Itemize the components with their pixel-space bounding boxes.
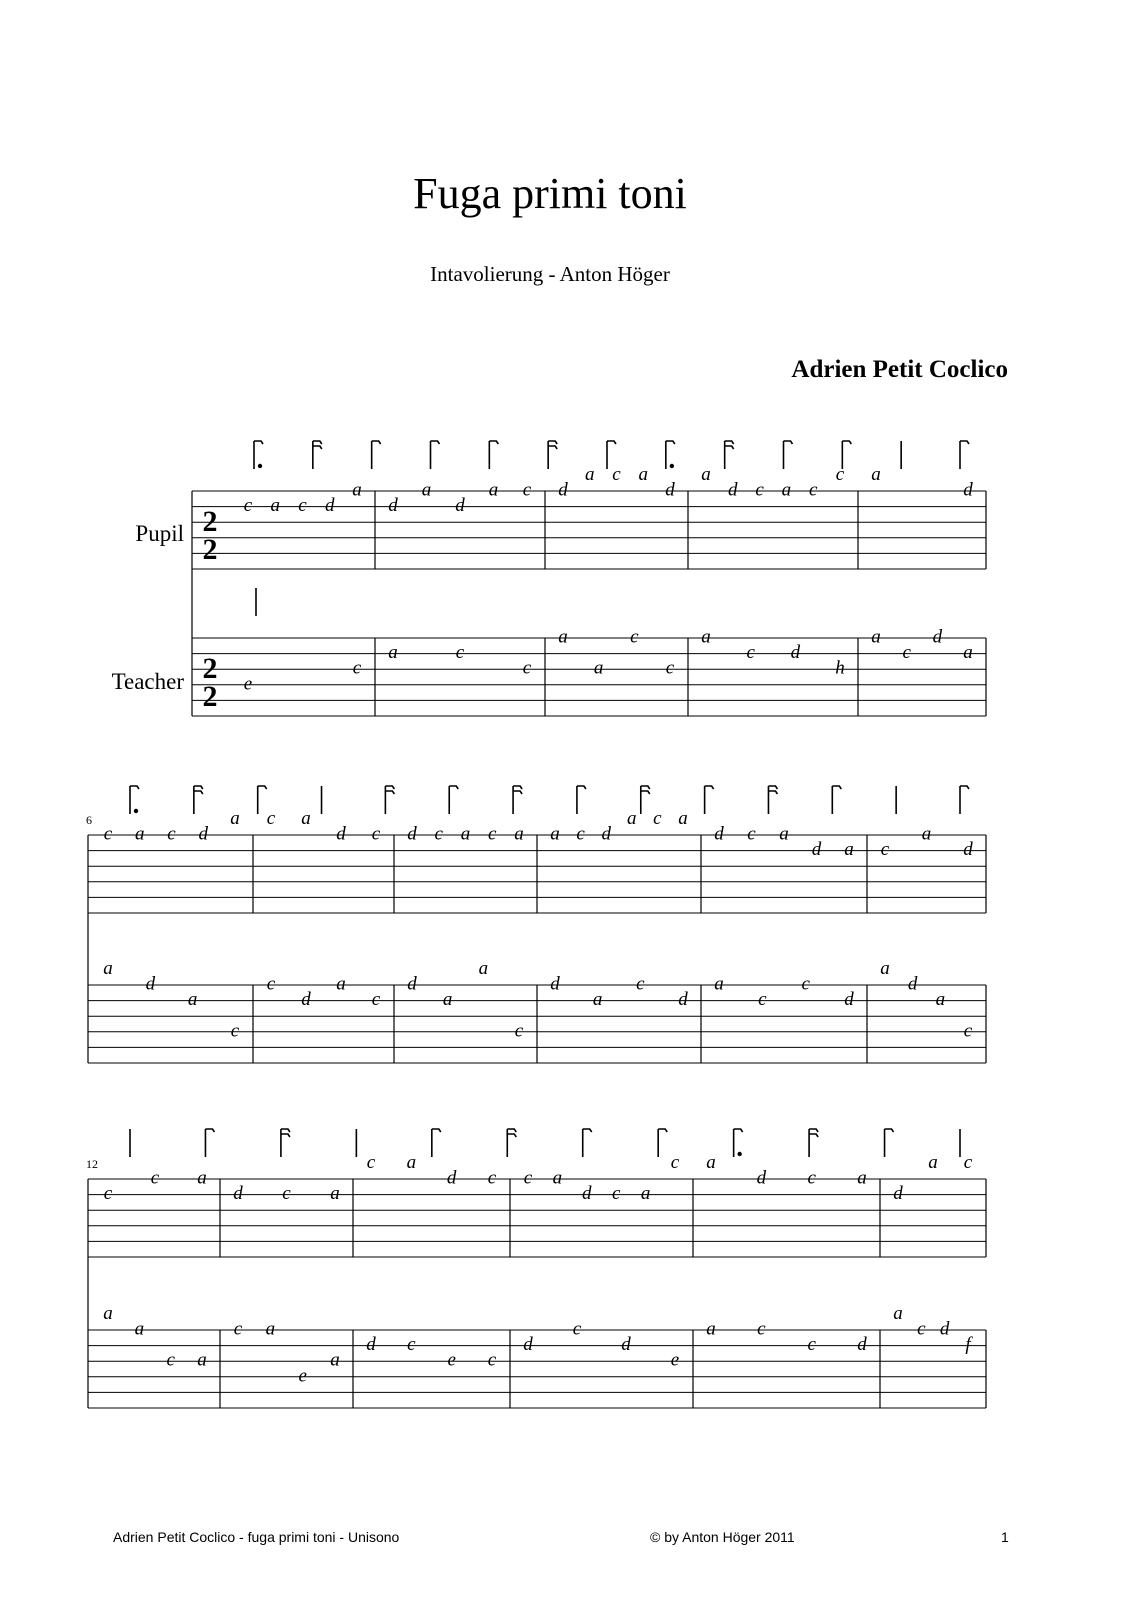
pupil-tab-letter: a bbox=[871, 463, 881, 485]
teacher-tab-letter: d bbox=[907, 973, 918, 995]
rhythm-flag bbox=[258, 786, 267, 814]
rhythm-flag bbox=[130, 786, 139, 814]
footer-left-text: Adrien Petit Coclico - fuga primi toni - Unisono bbox=[113, 1529, 400, 1545]
rhythm-flag bbox=[809, 1129, 818, 1157]
pupil-tab-letter: d bbox=[601, 823, 611, 845]
teacher-tab-letter: c bbox=[746, 642, 755, 664]
pupil-tab-letter: c bbox=[103, 823, 113, 845]
pupil-tab-letter: a bbox=[301, 807, 311, 829]
rhythm-flag bbox=[658, 1129, 667, 1157]
composer-name: Adrien Petit Coclico bbox=[791, 356, 1008, 383]
teacher-tab-letter: a bbox=[963, 642, 973, 664]
rhythm-flag bbox=[254, 441, 263, 469]
pupil-tab-letter: c bbox=[522, 479, 532, 501]
teacher-tab-letter: c bbox=[522, 657, 532, 679]
pupil-tab-letter: d bbox=[407, 823, 417, 845]
pupil-tab-letter: a bbox=[352, 479, 362, 501]
teacher-tab-letter: f bbox=[965, 1334, 971, 1356]
teacher-tab-letter: e bbox=[670, 1349, 680, 1371]
rhythm-flag bbox=[194, 786, 203, 814]
pupil-tab-letter: c bbox=[880, 839, 890, 861]
pupil-tab-letter: d bbox=[325, 495, 335, 517]
pupil-tab-letter: c bbox=[653, 807, 662, 829]
teacher-tab-letter: c bbox=[963, 1020, 973, 1042]
pupil-tab-letter: d bbox=[388, 495, 398, 517]
teacher-tab-letter: a bbox=[714, 973, 724, 995]
teacher-tab-letter: c bbox=[758, 989, 767, 1011]
pupil-tab-letter: d bbox=[893, 1183, 903, 1205]
rhythm-flag bbox=[507, 1129, 516, 1157]
pupil-tab-letter: a bbox=[781, 479, 792, 501]
teacher-tab-letter: d bbox=[366, 1334, 376, 1356]
pupil-tab-letter: c bbox=[371, 823, 381, 845]
teacher-tab-letter: c bbox=[630, 626, 639, 648]
pupil-tab-letter: a bbox=[135, 823, 145, 845]
teacher-tab-letter: c bbox=[757, 1318, 766, 1340]
pupil-tab-letter: c bbox=[434, 823, 443, 845]
pupil-tab-letter: c bbox=[488, 823, 497, 845]
teacher-tab-letter: d bbox=[857, 1334, 867, 1356]
rhythm-flag bbox=[705, 786, 714, 814]
teacher-tab-letter: c bbox=[487, 1349, 497, 1371]
teacher-tab-letter: a bbox=[187, 989, 198, 1011]
pupil-tab-letter: d bbox=[963, 839, 973, 861]
pupil-tab-letter: a bbox=[488, 479, 499, 501]
pupil-tab-letter: c bbox=[366, 1151, 376, 1173]
pupil-tab-letter: a bbox=[706, 1151, 716, 1173]
teacher-tab-letter: e bbox=[447, 1349, 456, 1371]
pupil-tab-letter: c bbox=[670, 1151, 680, 1173]
pupil-tab-letter: a bbox=[701, 463, 711, 485]
rhythm-flag bbox=[548, 441, 557, 469]
pupil-tab-letter: a bbox=[779, 823, 789, 845]
teacher-tab-letter: c bbox=[230, 1020, 240, 1042]
teacher-tab-letter: d bbox=[844, 989, 854, 1011]
pupil-tab-letter: c bbox=[282, 1183, 291, 1205]
rhythm-flag bbox=[832, 786, 841, 814]
pupil-tab-letter: c bbox=[523, 1167, 533, 1189]
pupil-tab-letter: a bbox=[197, 1167, 207, 1189]
pupil-tab-letter: c bbox=[266, 807, 276, 829]
pupil-tab-letter: c bbox=[103, 1183, 113, 1205]
teacher-tab-letter: a bbox=[706, 1318, 716, 1340]
teacher-tab-letter: c bbox=[514, 1020, 524, 1042]
rhythm-flag bbox=[449, 786, 458, 814]
teacher-tab-letter: a bbox=[330, 1349, 340, 1371]
pupil-tab-letter: d bbox=[198, 823, 208, 845]
teacher-tab-letter: d bbox=[932, 626, 943, 648]
teacher-tab-letter: a bbox=[197, 1349, 207, 1371]
teacher-tab-letter: d bbox=[939, 1318, 950, 1340]
pupil-tab-letter: a bbox=[678, 807, 688, 829]
teacher-tab-letter: c bbox=[407, 1334, 416, 1356]
teacher-tab-letter: e bbox=[243, 673, 253, 695]
teacher-tab-letter: d bbox=[621, 1334, 631, 1356]
teacher-tab-letter: a bbox=[103, 1302, 113, 1324]
pupil-tab-letter: a bbox=[552, 1167, 563, 1189]
teacher-tab-letter: a bbox=[134, 1318, 145, 1340]
pupil-tab-letter: c bbox=[807, 1167, 816, 1189]
teacher-tab-letter: d bbox=[145, 973, 156, 995]
pupil-tab-letter: a bbox=[585, 463, 595, 485]
page-title: Fuga primi toni bbox=[413, 169, 687, 218]
teacher-tab-letter: h bbox=[835, 657, 845, 679]
measure-number: 12 bbox=[86, 1157, 98, 1171]
pupil-tab-letter: d bbox=[455, 495, 465, 517]
teacher-tab-letter: d bbox=[301, 989, 311, 1011]
teacher-tab-letter: a bbox=[265, 1318, 276, 1340]
rhythm-flag bbox=[281, 1129, 290, 1157]
rhythm-flag bbox=[432, 1129, 441, 1157]
pupil-tab-letter: d bbox=[582, 1183, 592, 1205]
pupil-tab-letter: a bbox=[627, 807, 637, 829]
pupil-tab-letter: c bbox=[808, 479, 818, 501]
teacher-tab-letter: c bbox=[801, 973, 810, 995]
rhythm-flag bbox=[734, 1129, 743, 1157]
teacher-tab-letter: c bbox=[352, 657, 362, 679]
rhythm-flag bbox=[583, 1129, 592, 1157]
rhythm-flag bbox=[313, 441, 322, 469]
teacher-tab-letter: e bbox=[298, 1365, 307, 1387]
rhythm-flag bbox=[641, 786, 650, 814]
pupil-tab-letter: d bbox=[558, 479, 568, 501]
rhythm-flag bbox=[205, 1129, 214, 1157]
teacher-tab-letter: d bbox=[790, 642, 801, 664]
rhythm-flag bbox=[666, 441, 675, 469]
pupil-tab-letter: c bbox=[963, 1151, 973, 1173]
pupil-tab-letter: a bbox=[460, 823, 471, 845]
pupil-tab-letter: c bbox=[487, 1167, 497, 1189]
teacher-tab-letter: c bbox=[266, 973, 276, 995]
pupil-tab-letter: d bbox=[233, 1183, 243, 1205]
pupil-tab-letter: a bbox=[640, 1183, 651, 1205]
rhythm-flag bbox=[725, 441, 734, 469]
teacher-tab-letter: a bbox=[935, 989, 946, 1011]
pupil-tab-letter: c bbox=[576, 823, 585, 845]
teacher-tab-letter: c bbox=[807, 1334, 816, 1356]
pupil-tab-letter: a bbox=[857, 1167, 867, 1189]
pupil-tab-letter: d bbox=[714, 823, 724, 845]
pupil-tab-letter: c bbox=[755, 479, 764, 501]
pupil-tab-letter: a bbox=[230, 807, 240, 829]
measure-number: 6 bbox=[86, 813, 92, 827]
rhythm-flag bbox=[784, 441, 793, 469]
pupil-tab-letter: d bbox=[665, 479, 675, 501]
staff-label-teacher: Teacher bbox=[111, 669, 184, 694]
time-signature-denominator: 2 bbox=[202, 680, 218, 713]
rhythm-flag bbox=[960, 786, 969, 814]
teacher-tab-letter: a bbox=[592, 989, 603, 1011]
pupil-tab-letter: c bbox=[835, 463, 845, 485]
time-signature-denominator: 2 bbox=[202, 533, 218, 566]
teacher-tab-letter: d bbox=[407, 973, 417, 995]
teacher-tab-letter: a bbox=[442, 989, 453, 1011]
teacher-tab-letter: a bbox=[893, 1302, 903, 1324]
teacher-tab-letter: c bbox=[917, 1318, 926, 1340]
pupil-tab-letter: c bbox=[150, 1167, 160, 1189]
teacher-tab-letter: a bbox=[880, 957, 890, 979]
pupil-tab-letter: c bbox=[611, 1183, 621, 1205]
teacher-tab-letter: c bbox=[371, 989, 381, 1011]
footer-copyright: © by Anton Höger 2011 bbox=[650, 1529, 795, 1545]
pupil-tab-letter: a bbox=[514, 823, 524, 845]
pupil-tab-letter: d bbox=[963, 479, 973, 501]
rhythm-flag bbox=[960, 441, 969, 469]
rhythm-flag bbox=[489, 441, 498, 469]
pupil-tab-letter: a bbox=[921, 823, 932, 845]
pupil-tab-letter: a bbox=[406, 1151, 417, 1173]
pupil-tab-letter: d bbox=[728, 479, 738, 501]
pupil-tab-letter: a bbox=[421, 479, 432, 501]
rhythm-flag bbox=[577, 786, 586, 814]
teacher-tab-letter: a bbox=[593, 657, 604, 679]
rhythm-flag bbox=[768, 786, 777, 814]
teacher-tab-letter: a bbox=[478, 957, 489, 979]
rhythm-flag bbox=[885, 1129, 894, 1157]
teacher-tab-letter: c bbox=[572, 1318, 582, 1340]
pupil-tab-letter: c bbox=[747, 823, 756, 845]
teacher-tab-letter: a bbox=[558, 626, 568, 648]
time-signature-numerator: 2 bbox=[202, 505, 218, 538]
pupil-tab-letter: c bbox=[167, 823, 176, 845]
pupil-tab-letter: d bbox=[756, 1167, 767, 1189]
rhythm-flag bbox=[513, 786, 522, 814]
teacher-tab-letter: c bbox=[665, 657, 675, 679]
pupil-tab-letter: a bbox=[550, 823, 560, 845]
rhythm-flag bbox=[431, 441, 440, 469]
pupil-tab-letter: a bbox=[928, 1151, 938, 1173]
teacher-tab-letter: a bbox=[871, 626, 881, 648]
pupil-tab-letter: c bbox=[243, 495, 253, 517]
teacher-tab-letter: a bbox=[388, 642, 398, 664]
footer-page-number: 1 bbox=[1001, 1529, 1009, 1545]
teacher-tab-letter: d bbox=[523, 1334, 533, 1356]
teacher-tab-letter: d bbox=[550, 973, 560, 995]
teacher-tab-letter: c bbox=[166, 1349, 175, 1371]
pupil-tab-letter: d bbox=[811, 839, 822, 861]
time-signature-numerator: 2 bbox=[202, 652, 218, 685]
teacher-tab-letter: c bbox=[902, 642, 911, 664]
teacher-tab-letter: c bbox=[455, 642, 465, 664]
pupil-tab-letter: a bbox=[330, 1183, 340, 1205]
pupil-tab-letter: d bbox=[336, 823, 346, 845]
teacher-tab-letter: c bbox=[233, 1318, 243, 1340]
pupil-tab-letter: c bbox=[298, 495, 307, 517]
pupil-tab-letter: a bbox=[270, 495, 280, 517]
pupil-tab-letter: a bbox=[638, 463, 648, 485]
teacher-tab-letter: a bbox=[103, 957, 113, 979]
rhythm-flag bbox=[385, 786, 394, 814]
teacher-tab-letter: a bbox=[336, 973, 346, 995]
pupil-tab-letter: a bbox=[844, 839, 854, 861]
teacher-tab-letter: d bbox=[678, 989, 688, 1011]
rhythm-flag bbox=[372, 441, 381, 469]
pupil-tab-letter: d bbox=[446, 1167, 457, 1189]
teacher-tab-letter: a bbox=[701, 626, 711, 648]
pupil-tab-letter: c bbox=[612, 463, 621, 485]
teacher-tab-letter: c bbox=[636, 973, 645, 995]
page-subtitle: Intavolierung - Anton Höger bbox=[430, 262, 670, 286]
staff-label-pupil: Pupil bbox=[135, 521, 184, 546]
